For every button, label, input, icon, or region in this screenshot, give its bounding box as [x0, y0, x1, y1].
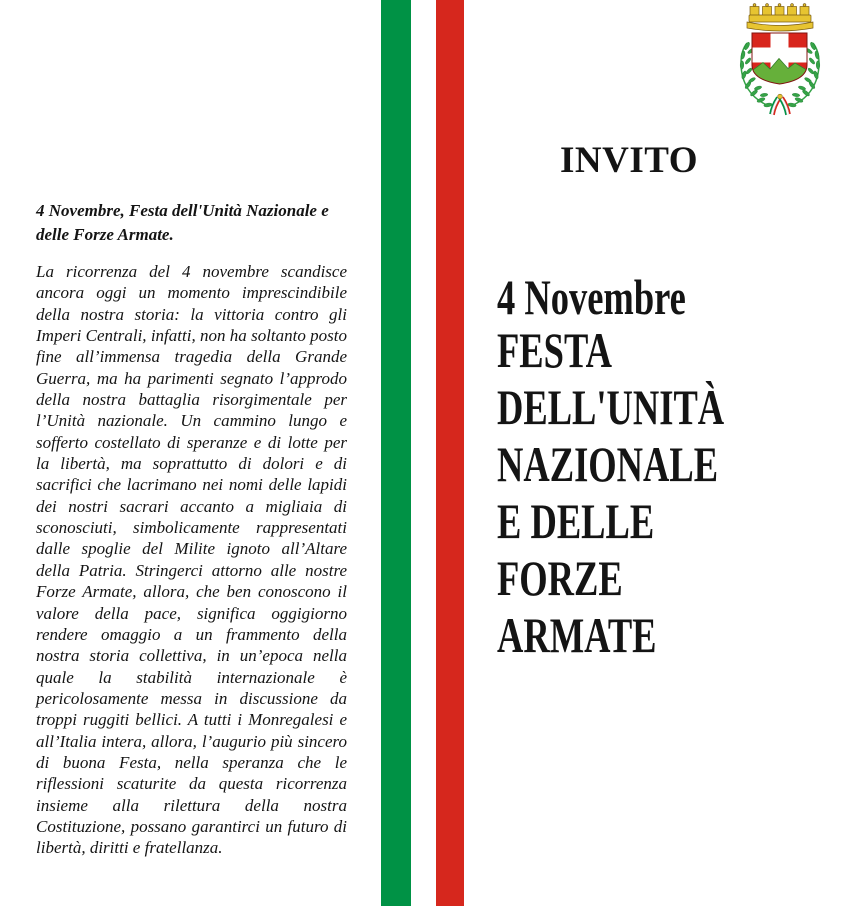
main-title-line: DELL'UNITÀ — [497, 379, 725, 435]
coat-of-arms-icon — [735, 1, 835, 119]
main-title — [497, 269, 725, 664]
flag-stripe-green — [381, 0, 411, 906]
main-title-line: ARMATE — [497, 607, 657, 663]
main-title-line: FORZE — [497, 550, 623, 606]
main-title-line: NAZIONALE — [497, 436, 719, 492]
mural-crown — [747, 4, 813, 31]
invito-title: INVITO — [559, 140, 699, 181]
shield — [749, 33, 810, 86]
tricolor-ribbon — [770, 94, 790, 115]
ribbon-knot — [778, 94, 783, 99]
flag-stripe-red — [436, 0, 464, 906]
main-title-line: 4 Novembre — [497, 269, 686, 325]
main-title-line: FESTA — [497, 322, 612, 378]
flag-stripe-white — [411, 0, 436, 906]
left-column-heading: 4 Novembre, Festa dell'Unità Nazionale e delle Forze Armate. — [36, 201, 329, 244]
main-title-line: E DELLE — [497, 493, 655, 549]
left-column-body: La ricorrenza del 4 novembre scandisce ancora oggi un momento imprescindibile della nostra storia: la vittoria contro gli Imperi Centrali, infatti, non ha soltanto posto fine all’immensa tragedia della Grande Guerra, ma ha parimenti segnato l’approdo della nostra battaglia risorgimentale per l’Unità nazionale. Un cammino lungo e sofferto costellato di speranze e di lotte per la libertà, ma soprattutto di dolori e di sacrifici che lacrimano nei nomi delle lapidi dei nostri sacrari accanto a migliaia di sconosciuti, simbolicamente rappresentati dalle spoglie del Milite ignoto all’Altare della Patria. Stringerci attorno alle nostre Forze Armate, allora, che ben conoscono il valore della pace, significa oggigiorno rendere omaggio a un frammento della nostra storia collettiva, in un’epoca nella quale la stabilità internazionale è pericolosamente messa in discussione da troppi ruggiti bellici. A tutti i Monregalesi e all’Italia intera, allora, l’augurio più sincero di buona Festa, nella speranza che le riflessioni scaturite da questa ricorrenza insieme alla rilettura della nostra Costituzione, possano garantirci un futuro di libertà, diritti e fratellanza. — [36, 262, 347, 858]
